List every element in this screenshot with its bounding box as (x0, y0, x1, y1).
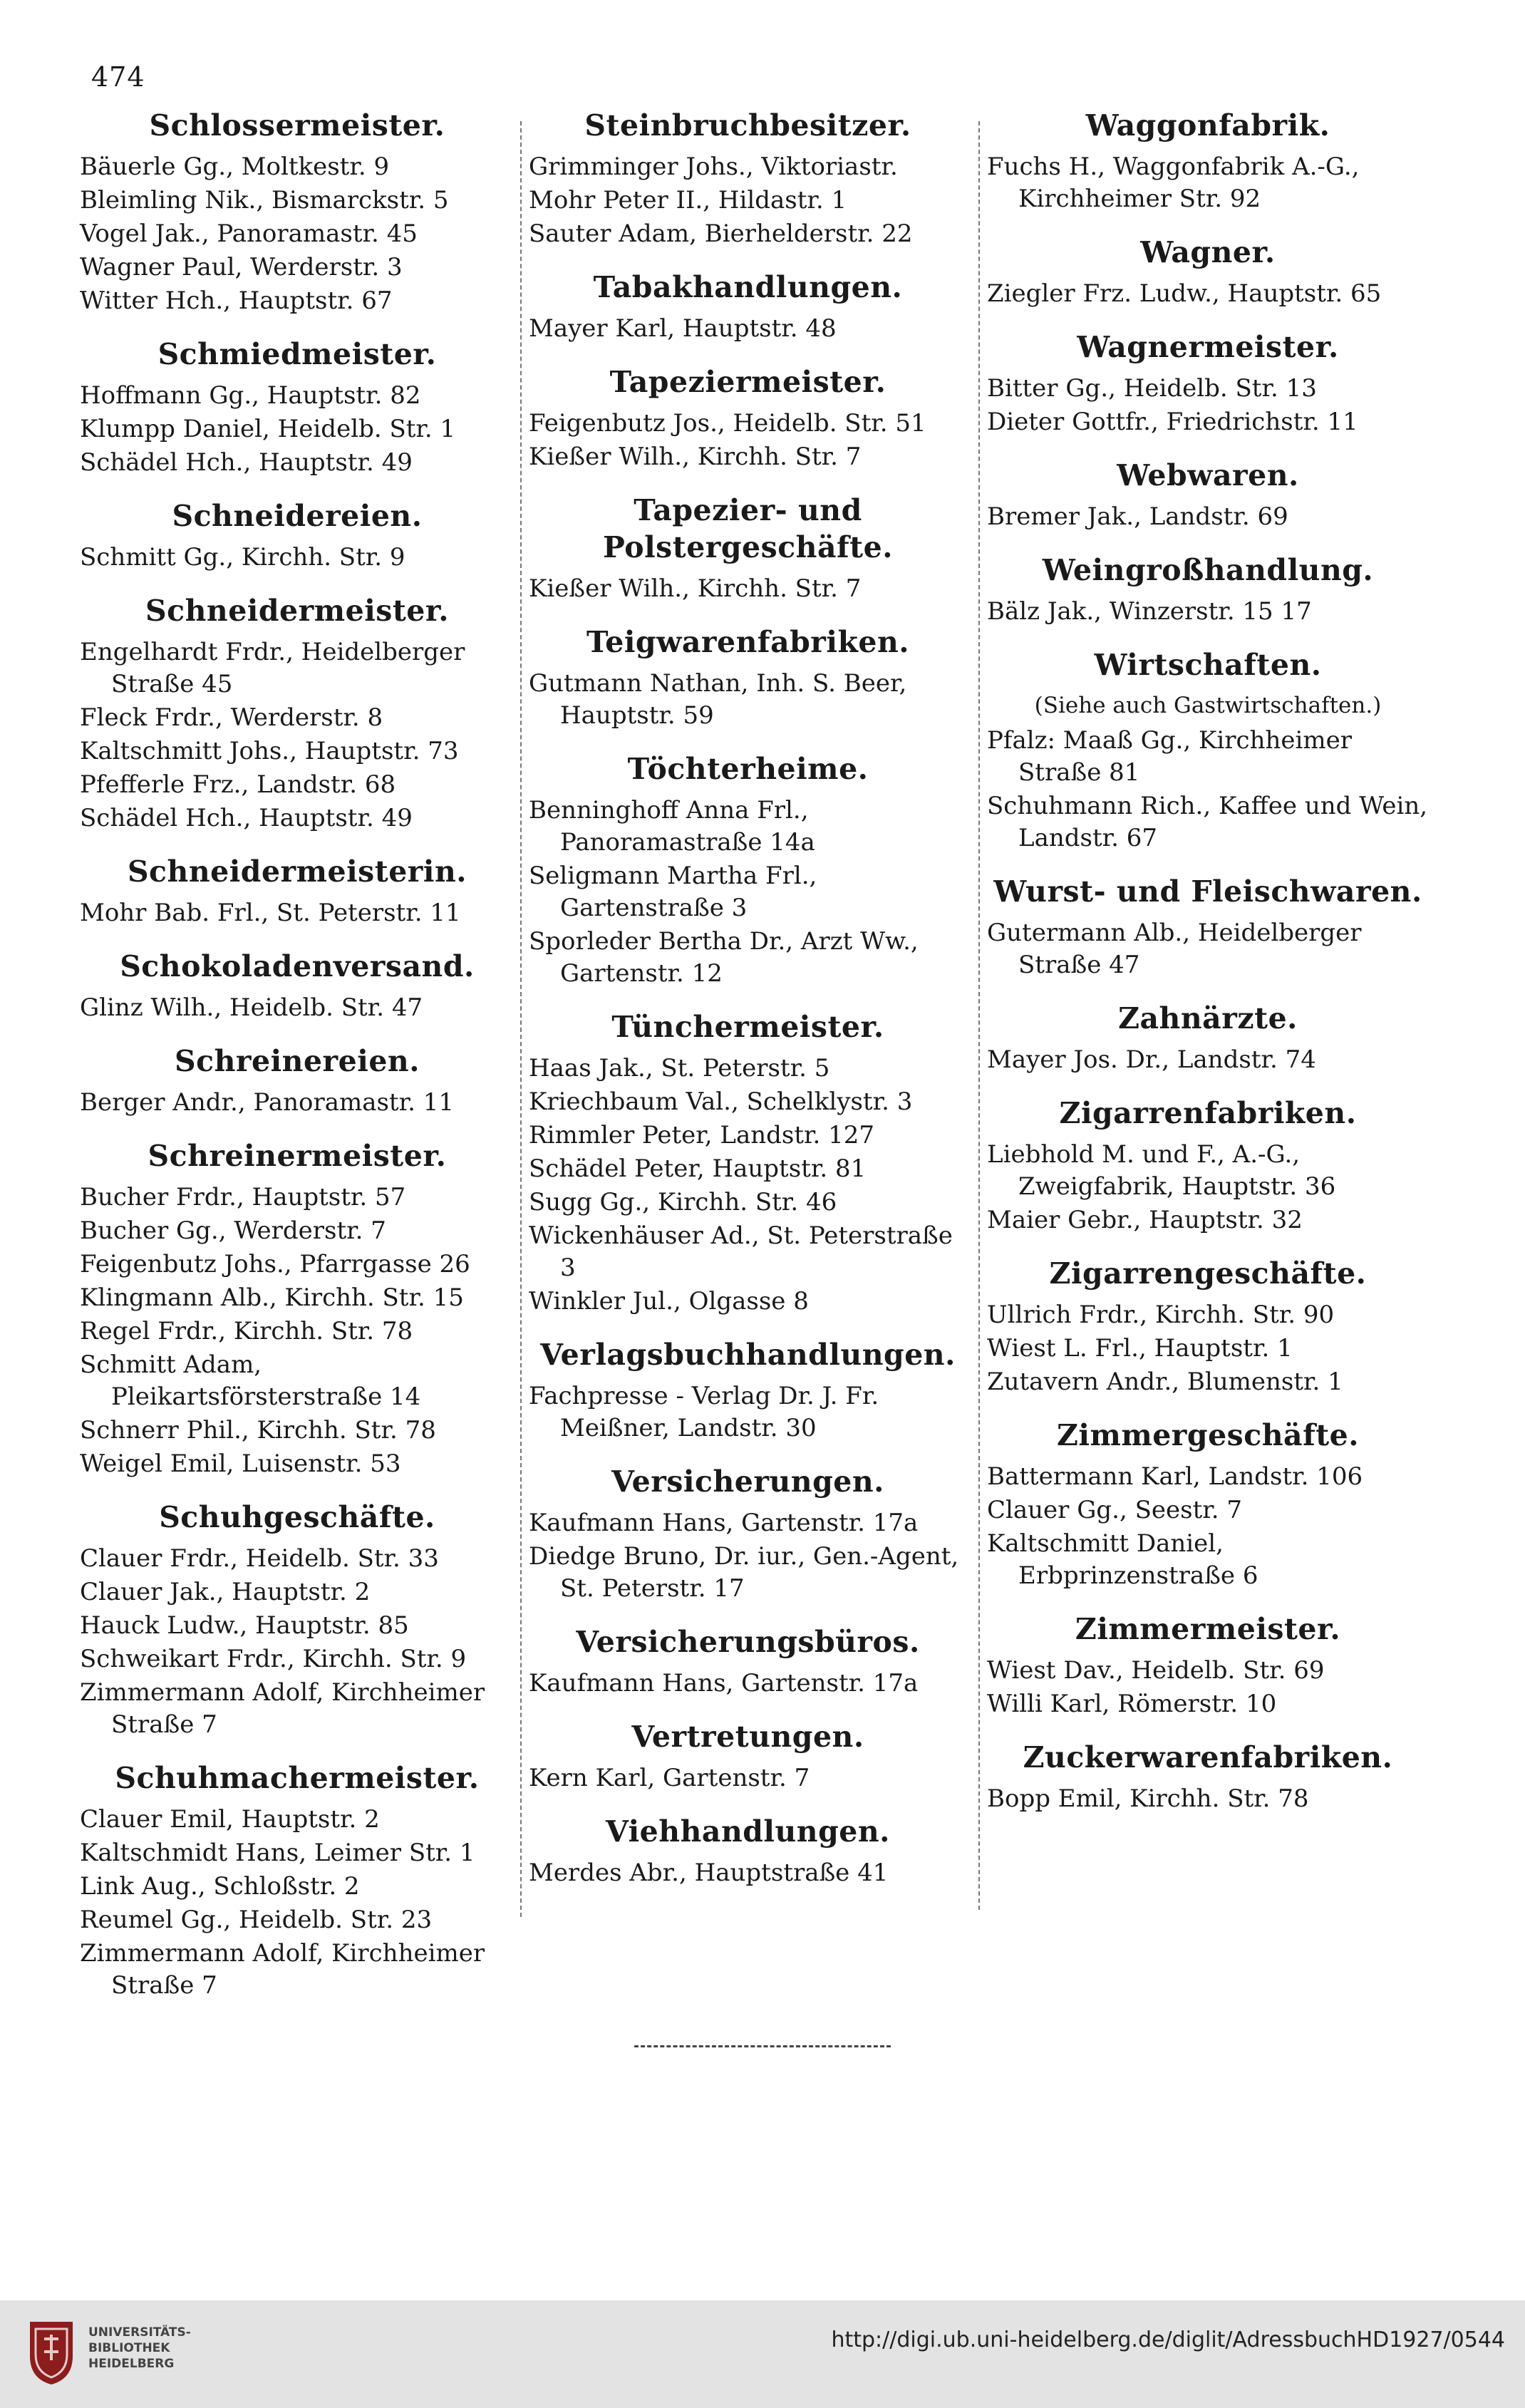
directory-entry: Feigenbutz Jos., Heidelb. Str. 51 (529, 409, 926, 438)
directory-section (529, 363, 967, 473)
section-heading: Zimmergeschäfte. (1056, 1418, 1360, 1452)
directory-section (529, 1336, 967, 1445)
directory-column-3 (987, 107, 1429, 1817)
directory-section (529, 1718, 967, 1794)
section-heading: Zigarrenfabriken. (1059, 1096, 1357, 1130)
directory-section (80, 336, 515, 479)
directory-entry: Winkler Jul., Olgasse 8 (529, 1287, 809, 1316)
section-heading: Weingroßhandlung. (1042, 553, 1374, 587)
directory-entry: Diedge Bruno, Dr. iur., Gen.-Agent, St. Peterstr. 17 (529, 1542, 959, 1603)
directory-entry: Reumel Gg., Heidelb. Str. 23 (80, 1906, 433, 1934)
directory-entry: Hoffmann Gg., Hauptstr. 82 (80, 381, 421, 410)
column-divider (520, 121, 522, 1917)
section-heading: Wagner. (1140, 235, 1276, 269)
directory-section (529, 1008, 967, 1318)
section-heading: Schlossermeister. (149, 108, 445, 143)
directory-section (987, 107, 1429, 215)
section-heading: Webwaren. (1117, 458, 1299, 492)
section-heading: Zuckerwarenfabriken. (1023, 1740, 1393, 1774)
section-heading: Schneidereien. (172, 499, 423, 533)
directory-entry: Mohr Bab. Frl., St. Peterstr. 11 (80, 899, 461, 927)
directory-entry: Weigel Emil, Luisenstr. 53 (80, 1450, 401, 1478)
directory-section (987, 1095, 1429, 1236)
footer-bar (0, 2300, 1525, 2408)
directory-section (80, 1137, 515, 1480)
directory-entry: Regel Frdr., Kirchh. Str. 78 (80, 1317, 413, 1345)
section-heading: Tabakhandlungen. (593, 270, 903, 304)
directory-section (987, 552, 1429, 628)
section-heading: Schreinereien. (175, 1044, 420, 1078)
source-url-link[interactable]: http://digi.ub.uni-heidelberg.de/diglit/AdressbuchHD1927/0544 (831, 2327, 1505, 2352)
section-heading: Schuhgeschäfte. (159, 1500, 435, 1534)
directory-entry: Mayer Jos. Dr., Landstr. 74 (987, 1045, 1316, 1074)
directory-section (80, 497, 515, 574)
directory-entry: Bremer Jak., Landstr. 69 (987, 502, 1288, 531)
directory-entry: Willi Karl, Römerstr. 10 (987, 1690, 1277, 1718)
directory-entry: Gutermann Alb., Heidelberger Straße 47 (987, 919, 1362, 979)
section-heading: Vertretungen. (631, 1720, 864, 1754)
directory-section (80, 1760, 515, 2002)
directory-entry: Kern Karl, Gartenstr. 7 (529, 1764, 810, 1792)
directory-section (529, 1623, 967, 1700)
directory-entry: Dieter Gottfr., Friedrichstr. 11 (987, 408, 1358, 436)
directory-section (80, 592, 515, 834)
directory-entry: Schmitt Gg., Kirchh. Str. 9 (80, 543, 405, 572)
directory-section (529, 107, 967, 250)
section-heading: Schmiedmeister. (157, 337, 437, 371)
directory-entry: Kaltschmitt Daniel, Erbprinzenstraße 6 (987, 1529, 1258, 1590)
column-divider (978, 121, 980, 1910)
directory-entry: Zimmermann Adolf, Kirchheimer Straße 7 (80, 1939, 485, 2000)
directory-entry: Engelhardt Frdr., Heidelberger Straße 45 (80, 638, 465, 698)
directory-section (987, 1000, 1429, 1076)
directory-entry: Sugg Gg., Kirchh. Str. 46 (529, 1188, 837, 1216)
directory-section (80, 1499, 515, 1741)
directory-entry: Clauer Gg., Seestr. 7 (987, 1496, 1242, 1524)
directory-entry: Clauer Frdr., Heidelb. Str. 33 (80, 1544, 439, 1573)
directory-entry: Kaufmann Hans, Gartenstr. 17a (529, 1669, 919, 1698)
section-heading: Schuhmachermeister. (115, 1761, 480, 1795)
directory-entry: Schädel Hch., Hauptstr. 49 (80, 448, 413, 477)
logo-line: UNIVERSITÄTS- (88, 2325, 191, 2340)
directory-entry: Wiest Dav., Heidelb. Str. 69 (987, 1656, 1325, 1685)
directory-entry: Clauer Jak., Hauptstr. 2 (80, 1578, 371, 1606)
directory-entry: Maier Gebr., Hauptstr. 32 (987, 1206, 1303, 1234)
directory-entry: Link Aug., Schloßstr. 2 (80, 1872, 360, 1901)
directory-entry: Wiest L. Frl., Hauptstr. 1 (987, 1334, 1293, 1363)
logo-line: HEIDELBERG (88, 2357, 175, 2371)
directory-entry: Haas Jak., St. Peterstr. 5 (529, 1054, 830, 1082)
section-heading: Wagnermeister. (1077, 330, 1339, 364)
directory-entry: Bäuerle Gg., Moltkestr. 9 (80, 153, 390, 181)
directory-entry: Klumpp Daniel, Heidelb. Str. 1 (80, 415, 456, 443)
section-heading: Verlagsbuchhandlungen. (540, 1338, 956, 1372)
directory-entry: Kaltschmitt Johs., Hauptstr. 73 (80, 737, 459, 765)
section-heading: Waggonfabrik. (1085, 108, 1330, 143)
directory-entry: Mayer Karl, Hauptstr. 48 (529, 314, 837, 343)
section-heading: Schreinermeister. (148, 1139, 447, 1173)
directory-entry: Bopp Emil, Kirchh. Str. 78 (987, 1784, 1309, 1813)
directory-entry: Glinz Wilh., Heidelb. Str. 47 (80, 993, 423, 1022)
section-heading: Schneidermeisterin. (127, 854, 467, 889)
section-note: (Siehe auch Gastwirtschaften.) (1034, 693, 1382, 718)
directory-entry: Kriechbaum Val., Schelklystr. 3 (529, 1087, 913, 1116)
directory-section (987, 873, 1429, 981)
directory-entry: Kaufmann Hans, Gartenstr. 17a (529, 1509, 919, 1537)
directory-section (987, 329, 1429, 438)
directory-entry: Feigenbutz Johs., Pfarrgasse 26 (80, 1250, 470, 1278)
directory-entry: Bleimling Nik., Bismarckstr. 5 (80, 186, 449, 215)
directory-entry: Ullrich Frdr., Kirchh. Str. 90 (987, 1301, 1335, 1329)
directory-entry: Sporleder Bertha Dr., Arzt Ww., Gartenstr. 12 (529, 927, 919, 988)
section-heading: Teigwarenfabriken. (586, 625, 910, 659)
directory-entry: Schmitt Adam, Pleikartsförsterstraße 14 (80, 1350, 421, 1411)
directory-entry: Wagner Paul, Werderstr. 3 (80, 253, 403, 281)
directory-entry: Pfalz: Maaß Gg., Kirchheimer Straße 81 (987, 726, 1352, 787)
directory-section (987, 234, 1429, 310)
directory-section (987, 1255, 1429, 1398)
section-heading: Schneidermeister. (145, 594, 449, 628)
directory-entry: Clauer Emil, Hauptstr. 2 (80, 1805, 380, 1834)
directory-entry: Schädel Peter, Hauptstr. 81 (529, 1154, 867, 1183)
section-heading: Tapezier- und Polstergeschäfte. (603, 493, 893, 564)
directory-section (987, 457, 1429, 533)
directory-section (987, 1739, 1429, 1815)
directory-entry: Hauck Ludw., Hauptstr. 85 (80, 1611, 409, 1640)
directory-entry: Fleck Frdr., Werderstr. 8 (80, 703, 383, 732)
directory-entry: Benninghoff Anna Frl., Panoramastraße 14a (529, 796, 815, 857)
directory-entry: Kießer Wilh., Kirchh. Str. 7 (529, 443, 862, 471)
directory-section (80, 853, 515, 929)
section-heading: Töchterheime. (627, 752, 869, 786)
directory-column-2 (529, 107, 967, 1891)
directory-section (987, 646, 1429, 854)
directory-entry: Grimminger Johs., Viktoriastr. (529, 153, 898, 181)
directory-entry: Berger Andr., Panoramastr. 11 (80, 1088, 454, 1117)
university-seal-icon (26, 2317, 77, 2386)
directory-entry: Schädel Hch., Hauptstr. 49 (80, 804, 413, 832)
directory-entry: Gutmann Nathan, Inh. S. Beer, Hauptstr. 59 (529, 669, 907, 730)
directory-section (529, 269, 967, 345)
directory-entry: Sauter Adam, Bierhelderstr. 22 (529, 219, 913, 248)
directory-entry: Wickenhäuser Ad., St. Peterstraße 3 (529, 1221, 953, 1282)
directory-entry: Witter Hch., Hauptstr. 67 (80, 286, 393, 315)
directory-entry: Liebhold M. und F., A.-G., Zweigfabrik, Hauptstr. 36 (987, 1140, 1336, 1201)
directory-entry: Zutavern Andr., Blumenstr. 1 (987, 1368, 1343, 1396)
section-heading: Zimmermeister. (1075, 1612, 1341, 1646)
directory-section (987, 1417, 1429, 1592)
directory-entry: Rimmler Peter, Landstr. 127 (529, 1121, 875, 1149)
directory-entry: Fachpresse - Verlag Dr. J. Fr. Meißner, Landstr. 30 (529, 1382, 879, 1442)
directory-entry: Kaltschmidt Hans, Leimer Str. 1 (80, 1839, 475, 1867)
section-heading: Tapeziermeister. (609, 365, 886, 399)
directory-entry: Kießer Wilh., Kirchh. Str. 7 (529, 574, 862, 603)
section-heading: Versicherungen. (611, 1464, 884, 1499)
directory-entry: Bucher Gg., Werderstr. 7 (80, 1216, 386, 1245)
directory-entry: Fuchs H., Waggonfabrik A.-G., Kirchheimer Str. 92 (987, 153, 1360, 213)
directory-section (80, 948, 515, 1024)
directory-entry: Ziegler Frz. Ludw., Hauptstr. 65 (987, 279, 1382, 308)
library-logo-text (88, 2325, 191, 2372)
directory-entry: Schweikart Frdr., Kirchh. Str. 9 (80, 1645, 467, 1673)
section-heading: Schokoladenversand. (120, 949, 475, 983)
directory-entry: Bucher Frdr., Hauptstr. 57 (80, 1183, 406, 1211)
directory-entry: Battermann Karl, Landstr. 106 (987, 1462, 1363, 1491)
directory-section (529, 750, 967, 990)
section-heading: Tünchermeister. (611, 1010, 884, 1044)
directory-entry: Vogel Jak., Panoramastr. 45 (80, 219, 418, 248)
page-number: 474 (91, 61, 145, 93)
directory-entry: Seligmann Martha Frl., Gartenstraße 3 (529, 862, 817, 922)
section-heading: Viehhandlungen. (606, 1814, 890, 1849)
directory-entry: Bälz Jak., Winzerstr. 15 17 (987, 597, 1312, 626)
directory-entry: Schuhmann Rich., Kaffee und Wein, Landstr. 67 (987, 792, 1428, 852)
end-rule (634, 2045, 891, 2047)
directory-section (80, 1043, 515, 1119)
directory-column-1 (80, 107, 515, 2003)
section-heading: Versicherungsbüros. (576, 1625, 920, 1659)
section-heading: Zahnärzte. (1118, 1001, 1298, 1035)
directory-section (987, 1611, 1429, 1720)
section-heading: Wirtschaften. (1094, 648, 1322, 682)
section-heading: Steinbruchbesitzer. (584, 108, 911, 143)
directory-entry: Klingmann Alb., Kirchh. Str. 15 (80, 1283, 464, 1312)
section-heading: Wurst- und Fleischwaren. (993, 874, 1422, 909)
directory-entry: Merdes Abr., Hauptstraße 41 (529, 1859, 889, 1887)
directory-entry: Bitter Gg., Heidelb. Str. 13 (987, 374, 1317, 403)
directory-section (80, 107, 515, 317)
directory-section (529, 1463, 967, 1605)
directory-entry: Mohr Peter II., Hildastr. 1 (529, 186, 847, 215)
directory-entry: Zimmermann Adolf, Kirchheimer Straße 7 (80, 1678, 485, 1739)
directory-section (529, 492, 967, 605)
directory-section (529, 1813, 967, 1889)
logo-line: BIBLIOTHEK (88, 2341, 170, 2355)
section-heading: Zigarrengeschäfte. (1049, 1256, 1367, 1291)
directory-entry: Pfefferle Frz., Landstr. 68 (80, 770, 396, 799)
directory-section (529, 624, 967, 732)
directory-entry: Schnerr Phil., Kirchh. Str. 78 (80, 1416, 436, 1445)
